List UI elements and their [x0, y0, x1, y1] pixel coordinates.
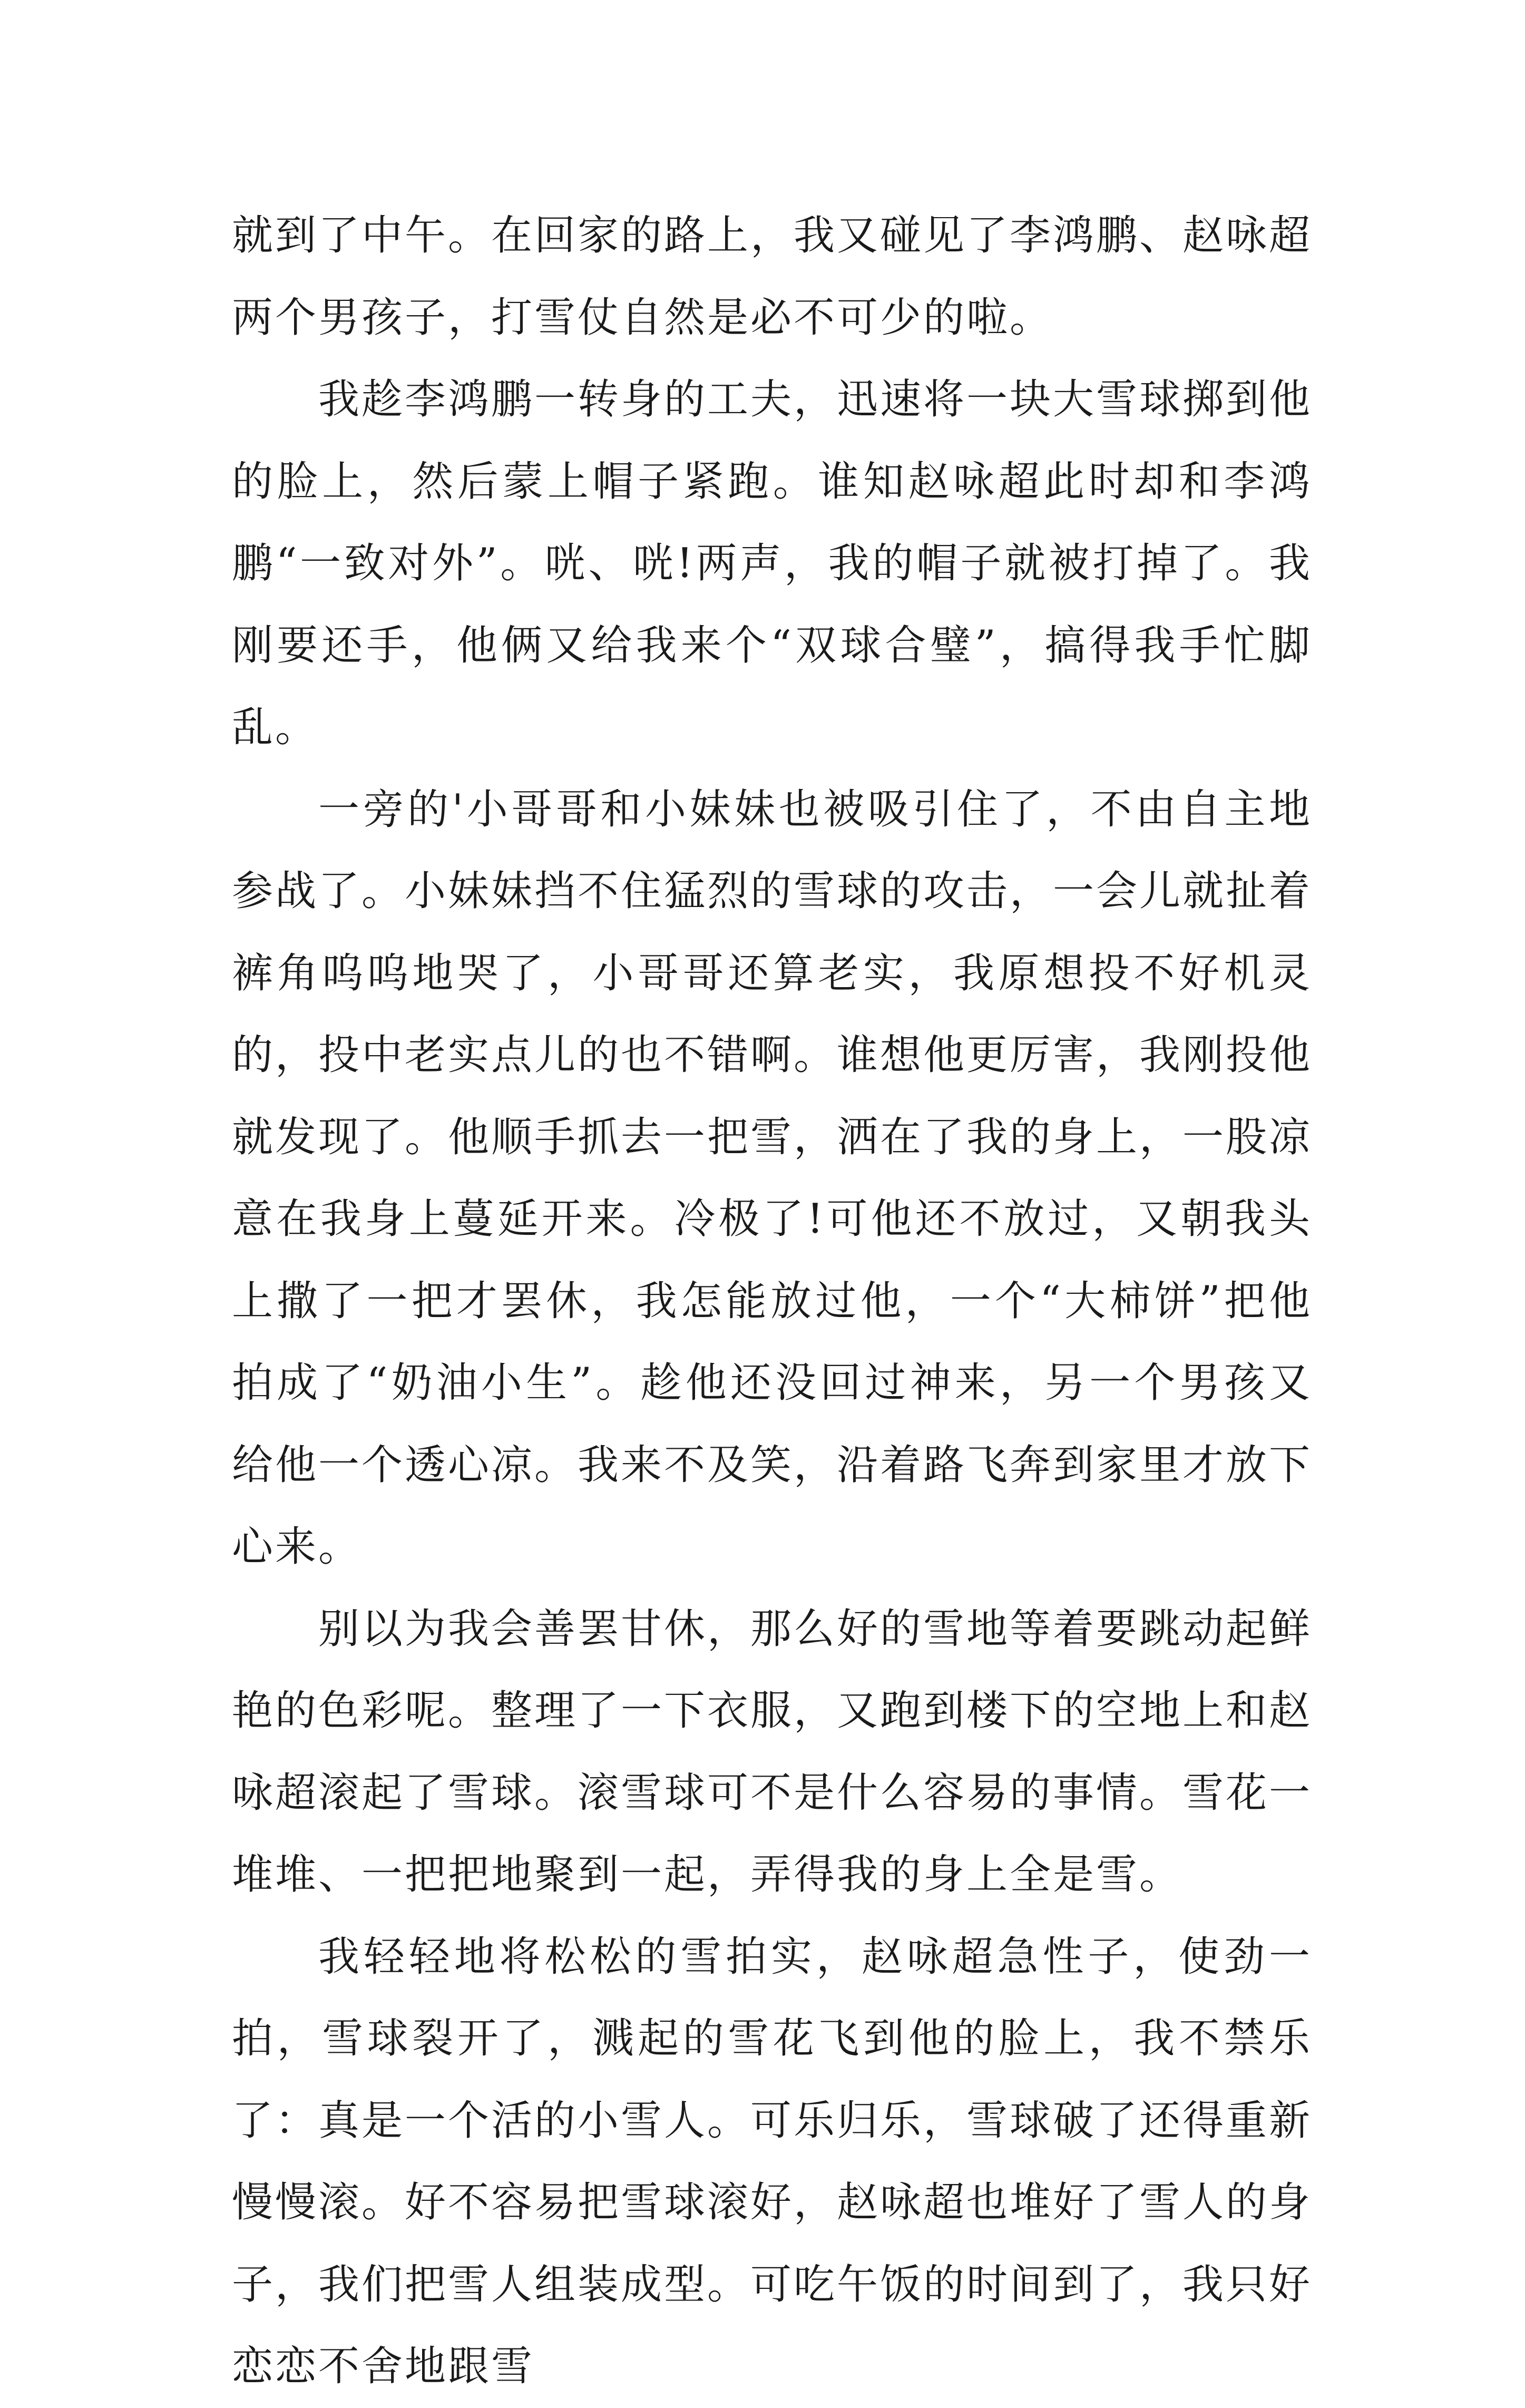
paragraph: 别以为我会善罢甘休，那么好的雪地等着要跳动起鲜艳的色彩呢。整理了一下衣服，又跑到楼下的空地上和赵咏超滚起了雪球。滚雪球可不是什么容易的事情。雪花一堆堆、一把把地聚到一起，弄得我的身上全是雪。: [232, 1605, 1313, 1898]
paragraph-continuation: 就到了中午。在回家的路上，我又碰见了李鸿鹏、赵咏超两个男孩子，打雪仗自然是必不可少的啦。: [232, 212, 1313, 342]
paragraph: 一旁的'小哥哥和小妹妹也被吸引住了，不由自主地参战了。小妹妹挡不住猛烈的雪球的攻击，一会儿就扯着裤角呜呜地哭了，小哥哥还算老实，我原想投不好机灵的，投中老实点儿的也不错啊。谁想他更厉害，我刚投他就发现了。他顺手抓去一把雪，洒在了我的身上，一股凉意在我身上蔓延开来。冷极了!可他还不放过，又朝我头上撒了一把才罢休，我怎能放过他，一个“大柿饼”把他拍成了“奶油小生”。趁他还没回过神来，另一个男孩又给他一个透心凉。我来不及笑，沿着路飞奔到家里才放下心来。: [232, 785, 1313, 1571]
paragraph: 我轻轻地将松松的雪拍实，赵咏超急性子，使劲一拍，雪球裂开了，溅起的雪花飞到他的脸上，我不禁乐了：真是一个活的小雪人。可乐归乐，雪球破了还得重新慢慢滚。好不容易把雪球滚好，赵咏超也堆好了雪人的身子，我们把雪人组装成型。可吃午饭的时间到了，我只好恋恋不舍地跟雪: [232, 1933, 1313, 2390]
paragraph: 我趁李鸿鹏一转身的工夫，迅速将一块大雪球掷到他的脸上，然后蒙上帽子紧跑。谁知赵咏超此时却和李鸿鹏“一致对外”。咣、咣!两声，我的帽子就被打掉了。我刚要还手，他俩又给我来个“双球合璧”，搞得我手忙脚乱。: [232, 376, 1313, 751]
article-body: [232, 195, 1312, 2408]
